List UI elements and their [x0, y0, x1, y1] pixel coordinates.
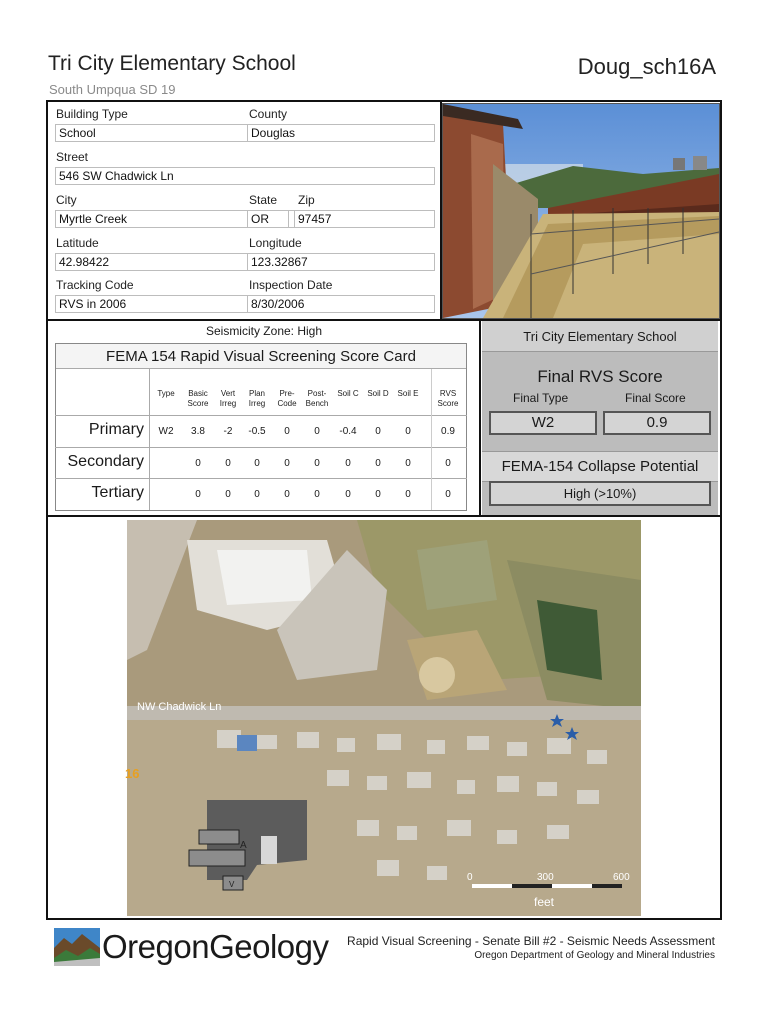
city-label: City — [56, 193, 77, 207]
header-line: Pre- — [279, 389, 295, 398]
building-photo — [442, 103, 720, 319]
building-type-field: School — [55, 124, 435, 142]
score-cell: 3.8 — [191, 426, 205, 437]
divider — [48, 515, 720, 517]
zip-label: Zip — [298, 193, 315, 207]
score-cell: 0 — [345, 458, 351, 469]
score-cell: 0 — [284, 489, 290, 500]
column-separator — [431, 369, 432, 510]
header-line: Score — [437, 399, 459, 408]
footer-program: Rapid Visual Screening - Senate Bill #2 - Seismic Needs Assessment — [347, 934, 715, 948]
score-cell: 0 — [405, 458, 411, 469]
scale-600: 600 — [613, 872, 630, 883]
state-field: OR — [247, 210, 289, 228]
final-score-value: 0.9 — [603, 411, 711, 435]
score-row-label: Primary — [88, 421, 144, 438]
score-column-header — [183, 389, 213, 409]
score-cell: 0 — [314, 426, 320, 437]
score-cell: 0 — [405, 426, 411, 437]
score-cell: 0 — [375, 426, 381, 437]
latitude-field: 42.98422 — [55, 253, 435, 271]
header-line: Basic — [188, 389, 208, 398]
scale-unit: feet — [534, 895, 555, 909]
score-cell: 0 — [254, 458, 260, 469]
building-info — [48, 102, 440, 319]
logo-text: OregonGeology — [102, 928, 329, 965]
city-field: Myrtle Creek — [55, 210, 435, 228]
score-cell: 0 — [445, 489, 451, 500]
score-cell: 0 — [314, 489, 320, 500]
street-label: Street — [56, 150, 89, 164]
panel-school-name: Tri City Elementary School — [482, 321, 718, 352]
score-cell: 0.9 — [441, 426, 455, 437]
state-label: State — [249, 193, 278, 207]
score-row-label: Tertiary — [91, 484, 144, 501]
row-separator — [55, 478, 467, 479]
final-rvs-title: Final RVS Score — [537, 367, 663, 386]
header-line: RVS — [439, 389, 457, 398]
scale-300: 300 — [537, 872, 554, 883]
building-b-label: V — [229, 880, 235, 889]
column-separator — [149, 369, 150, 510]
school-title: Tri City Elementary School — [48, 52, 296, 75]
score-column-header — [213, 389, 243, 409]
score-cell: 0 — [254, 489, 260, 500]
score-column-header — [433, 389, 463, 409]
county-label: County — [249, 107, 288, 121]
score-cell: -2 — [223, 426, 233, 437]
inspection-date-field: 8/30/2006 — [247, 295, 435, 313]
zip-field: 97457 — [294, 210, 435, 228]
score-cell: -0.5 — [248, 426, 266, 437]
header-line: Irreg — [219, 399, 237, 408]
inspection-date-label: Inspection Date — [249, 278, 333, 292]
header-line: Plan — [248, 389, 265, 398]
oregon-geology-logo-icon — [54, 928, 100, 966]
row-separator — [55, 415, 467, 416]
latitude-label: Latitude — [56, 236, 99, 250]
score-column-header — [333, 389, 363, 399]
county-field: Douglas — [247, 124, 435, 142]
header-line: Soil C — [337, 389, 359, 398]
seismicity-zone: Seismicity Zone: High — [205, 324, 323, 338]
header-line: Soil D — [367, 389, 389, 398]
score-column-header — [363, 389, 393, 399]
score-cell: 0 — [225, 458, 231, 469]
header-line: Score — [187, 399, 209, 408]
tracking-code-label: Tracking Code — [56, 278, 134, 292]
site-label: 16 — [125, 766, 140, 781]
street-field: 546 SW Chadwick Ln — [55, 167, 435, 185]
score-cell: 0 — [284, 426, 290, 437]
score-row-label: Secondary — [67, 453, 144, 470]
score-column-header — [393, 389, 423, 399]
aerial-map — [127, 520, 641, 916]
tracking-code-field: RVS in 2006 — [55, 295, 435, 313]
header-line: Code — [277, 399, 297, 408]
header-line: Type — [157, 389, 175, 398]
score-card-title: FEMA 154 Rapid Visual Screening Score Card — [56, 344, 466, 369]
district-name: South Umpqua SD 19 — [49, 82, 176, 97]
score-cell: 0 — [225, 489, 231, 500]
collapse-potential-value: High (>10%) — [489, 481, 711, 506]
scale-0: 0 — [467, 872, 473, 883]
score-column-header — [242, 389, 272, 409]
score-cell: 0 — [195, 458, 201, 469]
building-type-label: Building Type — [56, 107, 128, 121]
score-column-header — [151, 389, 181, 399]
collapse-potential-title: FEMA-154 Collapse Potential — [482, 451, 718, 482]
score-cell: 0 — [375, 489, 381, 500]
road-label: NW Chadwick Ln — [137, 701, 222, 713]
score-cell: 0 — [405, 489, 411, 500]
header-line: Vert — [220, 389, 236, 398]
header-line: Post- — [307, 389, 327, 398]
building-a-label: A — [240, 840, 247, 851]
site-id: Doug_sch16A — [577, 54, 716, 79]
final-type-label: Final Type — [513, 391, 569, 405]
score-cell: -0.4 — [339, 426, 357, 437]
final-type-value: W2 — [489, 411, 597, 435]
footer-agency: Oregon Department of Geology and Mineral Industries — [474, 950, 715, 961]
score-cell: 0 — [284, 458, 290, 469]
score-cell: 0 — [375, 458, 381, 469]
longitude-label: Longitude — [249, 236, 302, 250]
row-separator — [55, 447, 467, 448]
score-cell: 0 — [195, 489, 201, 500]
score-cell: W2 — [158, 426, 174, 437]
longitude-field: 123.32867 — [247, 253, 435, 271]
header-line: Irreg — [248, 399, 266, 408]
header-line: Bench — [305, 399, 329, 408]
final-score-label: Final Score — [625, 391, 686, 405]
score-column-header — [272, 389, 302, 409]
score-cell: 0 — [314, 458, 320, 469]
score-cell: 0 — [345, 489, 351, 500]
score-cell: 0 — [445, 458, 451, 469]
header-line: Soil E — [397, 389, 419, 398]
score-column-header — [302, 389, 332, 409]
divider — [479, 320, 481, 516]
